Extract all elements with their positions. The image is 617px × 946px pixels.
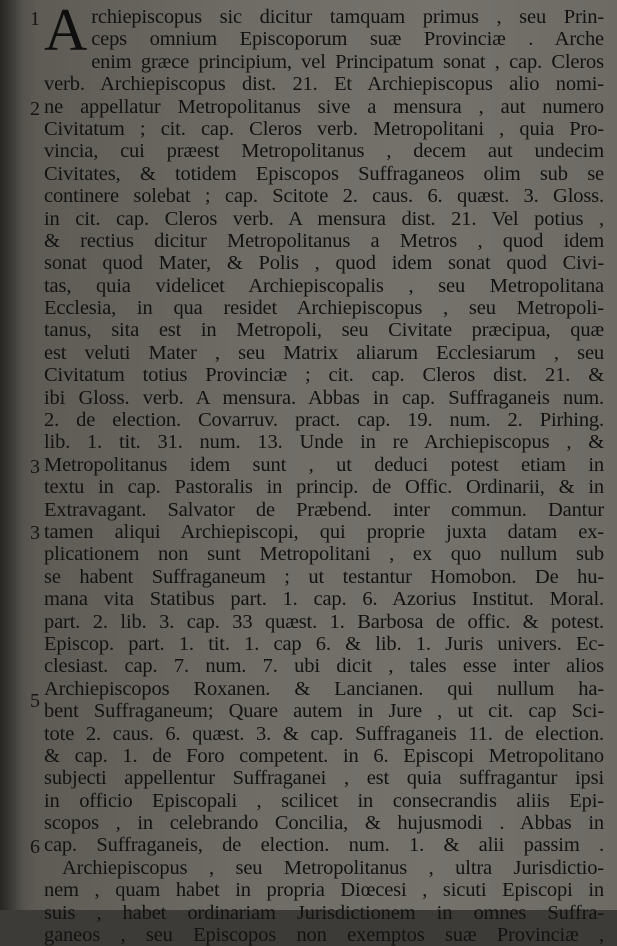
text-line: suis , habet ordinariam Jurisdictionem in omnes Suffra- — [44, 901, 604, 924]
text-line: tas, quia videlicet Archiepiscopalis , seu Metropolitana — [44, 274, 604, 297]
text-line: bent Suffraganeum; Quare autem in Jure , ut cit. cap Sci- — [44, 700, 604, 723]
text-line: textu in cap. Pastoralis in princip. de Offic. Ordinarii, & in — [44, 476, 604, 499]
text-line: mana vita Statibus part. 1. cap. 6. Azorius Institut. Moral. — [44, 588, 604, 611]
text-line: vincia, cui præest Metropolitanus , decem aut undecim — [44, 140, 604, 163]
text-line: ceps omnium Episcoporum suæ Provinciæ . Arche — [91, 28, 604, 51]
text-line: in officio Episcopali , scilicet in consecrandis aliis Epi- — [44, 789, 604, 812]
text-line: Civitatum totius Provinciæ ; cit. cap. Cleros dist. 21. & — [44, 364, 604, 387]
text-line: ganeos , seu Episcopos non exemptos suæ Provinciæ , — [44, 924, 604, 946]
text-line: Extravagant. Salvator de Præbend. inter commun. Dantur — [44, 498, 604, 521]
text-line: plicationem non sunt Metropolitani , ex quo nullum sub — [44, 543, 604, 566]
margin-number: 6 — [30, 836, 40, 858]
text-line: Civitates, & totidem Episcopos Suffraganeos olim sub se — [44, 162, 604, 185]
text-line: tote 2. caus. 6. quæst. 3. & cap. Suffraganeis 11. de election. — [44, 722, 604, 745]
text-line: se habent Suffraganeum ; ut testantur Homobon. De hu- — [44, 565, 604, 588]
margin-number: 3 — [30, 522, 40, 544]
text-line: tamen aliqui Archiepiscopi, qui proprie juxta datam ex- — [44, 520, 604, 543]
text-line: enim græce principium, vel Principatum sonat , cap. Cleros — [91, 50, 604, 73]
text-line: subjecti appellentur Suffraganei , est quia suffragantur ipsi — [44, 767, 604, 790]
text-line: est veluti Mater , seu Matrix aliarum Ecclesiarum , seu — [44, 341, 604, 364]
text-line: Ecclesia, in qua residet Archiepiscopus , seu Metropoli- — [44, 297, 604, 320]
body-text — [44, 0, 604, 946]
text-line: 2. de election. Covarruv. pract. cap. 19. num. 2. Pirhing. — [44, 409, 604, 432]
margin-number: 2 — [30, 98, 40, 120]
margin-number: 1 — [30, 8, 40, 30]
text-line: nem , quam habet in propria Diœcesi , sicuti Episcopi in — [44, 879, 604, 902]
drop-cap: A — [44, 0, 88, 63]
margin-number: 5 — [30, 690, 40, 712]
text-line: clesiast. cap. 7. num. 7. ubi dicit , tales esse inter alios — [44, 655, 604, 678]
text-line: rchiepiscopus sic dicitur tamquam primus , seu Prin- — [91, 6, 604, 28]
text-line: & cap. 1. de Foro competent. in 6. Episcopi Metropolitano — [44, 744, 604, 767]
text-line: lib. 1. tit. 31. num. 13. Unde in re Archiepiscopus , & — [44, 431, 604, 454]
text-line: in cit. cap. Cleros verb. A mensura dist. 21. Vel potius , — [44, 207, 604, 230]
text-line: ne appellatur Metropolitanus sive a mensura , aut numero — [44, 95, 604, 118]
text-line: scopos , in celebrando Concilia, & hujusmodi . Abbas in — [44, 812, 604, 835]
text-line: Civitatum ; cit. cap. Cleros verb. Metropolitani , quia Pro- — [44, 117, 604, 140]
text-line: tanus, sita est in Metropoli, seu Civitate præcipua, quæ — [44, 319, 604, 342]
text-line: ibi Gloss. verb. A mensura. Abbas in cap. Suffraganeis num. — [44, 386, 604, 409]
text-line: Metropolitanus idem sunt , ut deduci potest etiam in — [44, 453, 604, 476]
text-line: cap. Suffraganeis, de election. num. 1. & alii passim . — [44, 834, 604, 857]
text-line: sonat quod Mater, & Polis , quod idem sonat quod Civi- — [44, 252, 604, 275]
text-line: Archiepiscopus , seu Metropolitanus , ultra Jurisdictio- — [62, 856, 604, 879]
text-line: continere solebat ; cap. Scitote 2. caus. 6. quæst. 3. Gloss. — [44, 185, 604, 208]
text-line: part. 2. lib. 3. cap. 33 quæst. 1. Barbosa de offic. & potest. — [44, 610, 604, 633]
text-line: & rectius dicitur Metropolitanus a Metros , quod idem — [44, 229, 604, 252]
text-line: Archiepiscopos Roxanen. & Lancianen. qui nullum ha- — [44, 677, 604, 700]
margin-number: 3 — [30, 456, 40, 478]
gutter-shadow — [0, 0, 22, 910]
text-line: verb. Archiepiscopus dist. 21. Et Archiepiscopus alio nomi- — [44, 73, 604, 96]
text-line: Episcop. part. 1. tit. 1. cap 6. & lib. 1. Juris univers. Ec- — [44, 632, 604, 655]
